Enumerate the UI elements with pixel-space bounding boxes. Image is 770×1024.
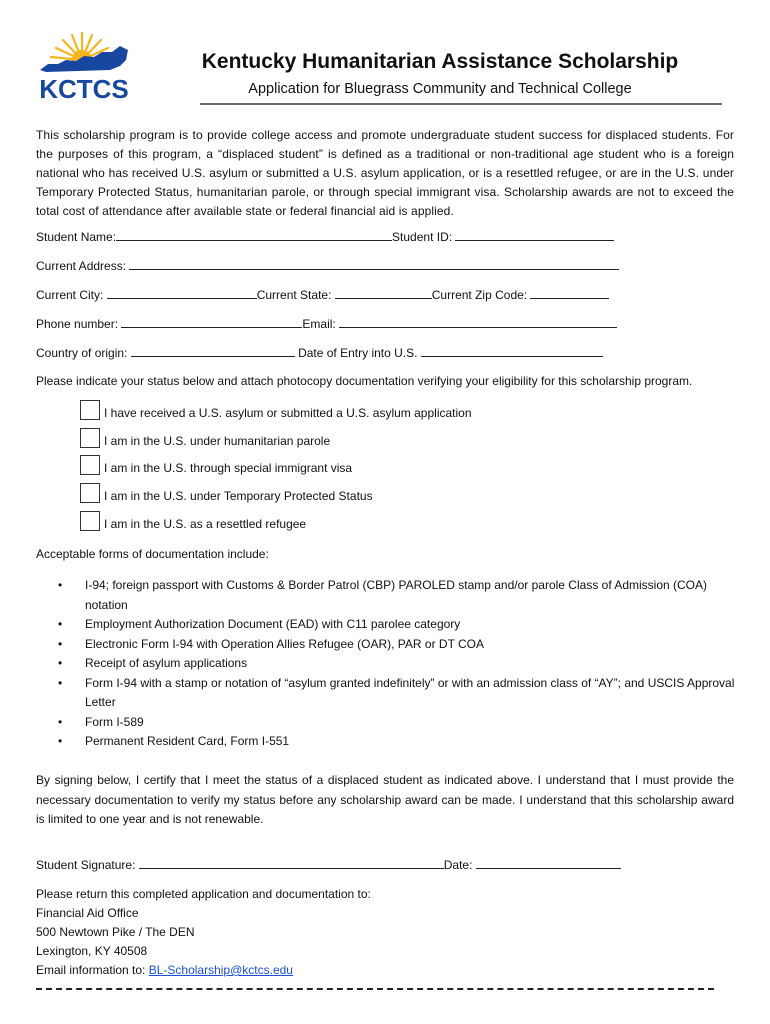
status-option-label: I am in the U.S. through special immigrant visa (104, 461, 353, 475)
kctcs-logo (36, 30, 132, 102)
row-address (36, 258, 619, 273)
status-option-label: I have received a U.S. asylum or submitted a U.S. asylum application (104, 406, 472, 420)
status-option-tps[interactable] (80, 483, 373, 503)
status-option-label: I am in the U.S. under Temporary Protected Status (104, 489, 373, 503)
current-zip-field[interactable] (530, 287, 609, 299)
docs-list (58, 576, 738, 752)
checkbox[interactable] (80, 483, 100, 503)
street-address: 500 Newtown Pike / The DEN (36, 925, 195, 939)
list-item: • Form I-94 with a stamp or notation of “asylum granted indefinitely” or with an admission class of “AY”; and USCIS Approval Letter (58, 675, 735, 709)
list-item: • Permanent Resident Card, Form I-551 (58, 732, 738, 752)
docs-heading: Acceptable forms of documentation include: (36, 547, 269, 561)
date-label: Date: (443, 858, 473, 872)
phone-label: Phone number: (36, 317, 119, 331)
phone-field[interactable] (121, 316, 302, 328)
page-subtitle: Application for Bluegrass Community and Technical College (248, 81, 632, 97)
bullet-icon: • (58, 617, 63, 631)
bullet-icon: • (58, 636, 63, 651)
checkbox[interactable] (80, 455, 100, 475)
checkbox[interactable] (80, 511, 100, 531)
certification-paragraph: By signing below, I certify that I meet the status of a displaced student as indicated above. I understand that I must provide the necessary documentation to verify my status before any scholarship award can be made. I understand that this scholarship award is limited to one year and is not renewable. (36, 773, 734, 826)
email-info-label: Email information to: (36, 963, 146, 977)
status-option-label: I am in the U.S. under humanitarian parole (104, 434, 331, 448)
checkbox[interactable] (80, 428, 100, 448)
logo-text: KCTCS (39, 74, 129, 102)
page-title: Kentucky Humanitarian Assistance Scholarship (201, 50, 679, 73)
list-item: • Form I-589 (58, 713, 738, 733)
row-phone-email (36, 316, 617, 331)
date-entry-field[interactable] (421, 345, 603, 357)
return-info (36, 885, 371, 980)
current-address-field[interactable] (129, 258, 619, 270)
signature-label: Student Signature: (36, 858, 136, 872)
status-option-label: I am in the U.S. as a resettled refugee (104, 517, 307, 531)
bullet-icon: • (58, 675, 63, 690)
list-item: • Electronic Form I-94 with Operation Allies Refugee (OAR), PAR or DT COA (58, 635, 738, 655)
current-state-label: Current State: (256, 288, 332, 302)
date-field[interactable] (476, 857, 621, 869)
date-entry-label: Date of Entry into U.S. (298, 346, 418, 360)
status-option-parole[interactable] (80, 428, 330, 448)
current-city-field[interactable] (107, 287, 257, 299)
student-name-label: Student Name: (36, 230, 117, 244)
checkbox[interactable] (80, 400, 100, 420)
row-name-id (36, 229, 614, 244)
status-option-refugee[interactable] (80, 511, 306, 531)
list-item: • Receipt of asylum applications (58, 654, 738, 674)
status-option-siv[interactable] (80, 455, 352, 475)
current-address-label: Current Address: (36, 259, 127, 273)
city-state-zip: Lexington, KY 40508 (36, 944, 148, 958)
office-name: Financial Aid Office (36, 906, 139, 920)
bullet-icon: • (58, 714, 63, 729)
bullet-icon: • (58, 578, 63, 592)
bullet-icon: • (58, 734, 63, 748)
current-city-label: Current City: (36, 288, 104, 302)
current-zip-label: Current Zip Code: (431, 288, 528, 302)
row-city-state-zip (36, 287, 609, 302)
signature-field[interactable] (139, 857, 444, 869)
country-label: Country of origin: (36, 346, 128, 360)
list-item: • Employment Authorization Document (EAD) with C11 parolee category (58, 615, 738, 635)
student-name-field[interactable] (116, 229, 392, 241)
intro-paragraph: This scholarship program is to provide college access and promote undergraduate student success for displaced students. For the purposes of this program, a “displaced student” is defined as a traditional or non-traditional age student who is a foreign national who has received U.S. asylum or submitted a U.S. asylum application, or is a resettled refugee, or are in the U.S. under Temporary Protected Status, humanitarian parole, or through special immigrant visa. Scholarship awards are not to exceed the total cost of attendance after available state or federal financial aid is applied. (36, 128, 734, 218)
current-state-field[interactable] (335, 287, 432, 299)
email-line (36, 961, 371, 980)
list-item: • I-94; foreign passport with Customs & Border Patrol (CBP) PAROLED stamp and/or parole Class of Admission (COA) notation (58, 578, 708, 612)
student-id-field[interactable] (455, 229, 614, 241)
return-heading: Please return this completed application and documentation to: (36, 887, 371, 901)
row-country-date (36, 345, 603, 360)
bullet-icon: • (58, 656, 63, 670)
header-divider (200, 103, 722, 105)
status-option-asylum[interactable] (80, 400, 472, 420)
email-label: Email: (302, 317, 336, 331)
row-signature (36, 857, 621, 872)
status-prompt: Please indicate your status below and attach photocopy documentation verifying your eligibility for this scholarship program. (36, 374, 693, 388)
student-id-label: Student ID: (392, 230, 453, 244)
cut-line (36, 988, 714, 990)
email-field[interactable] (339, 316, 617, 328)
country-field[interactable] (131, 345, 295, 357)
email-link[interactable]: BL-Scholarship@kctcs.edu (148, 963, 293, 977)
